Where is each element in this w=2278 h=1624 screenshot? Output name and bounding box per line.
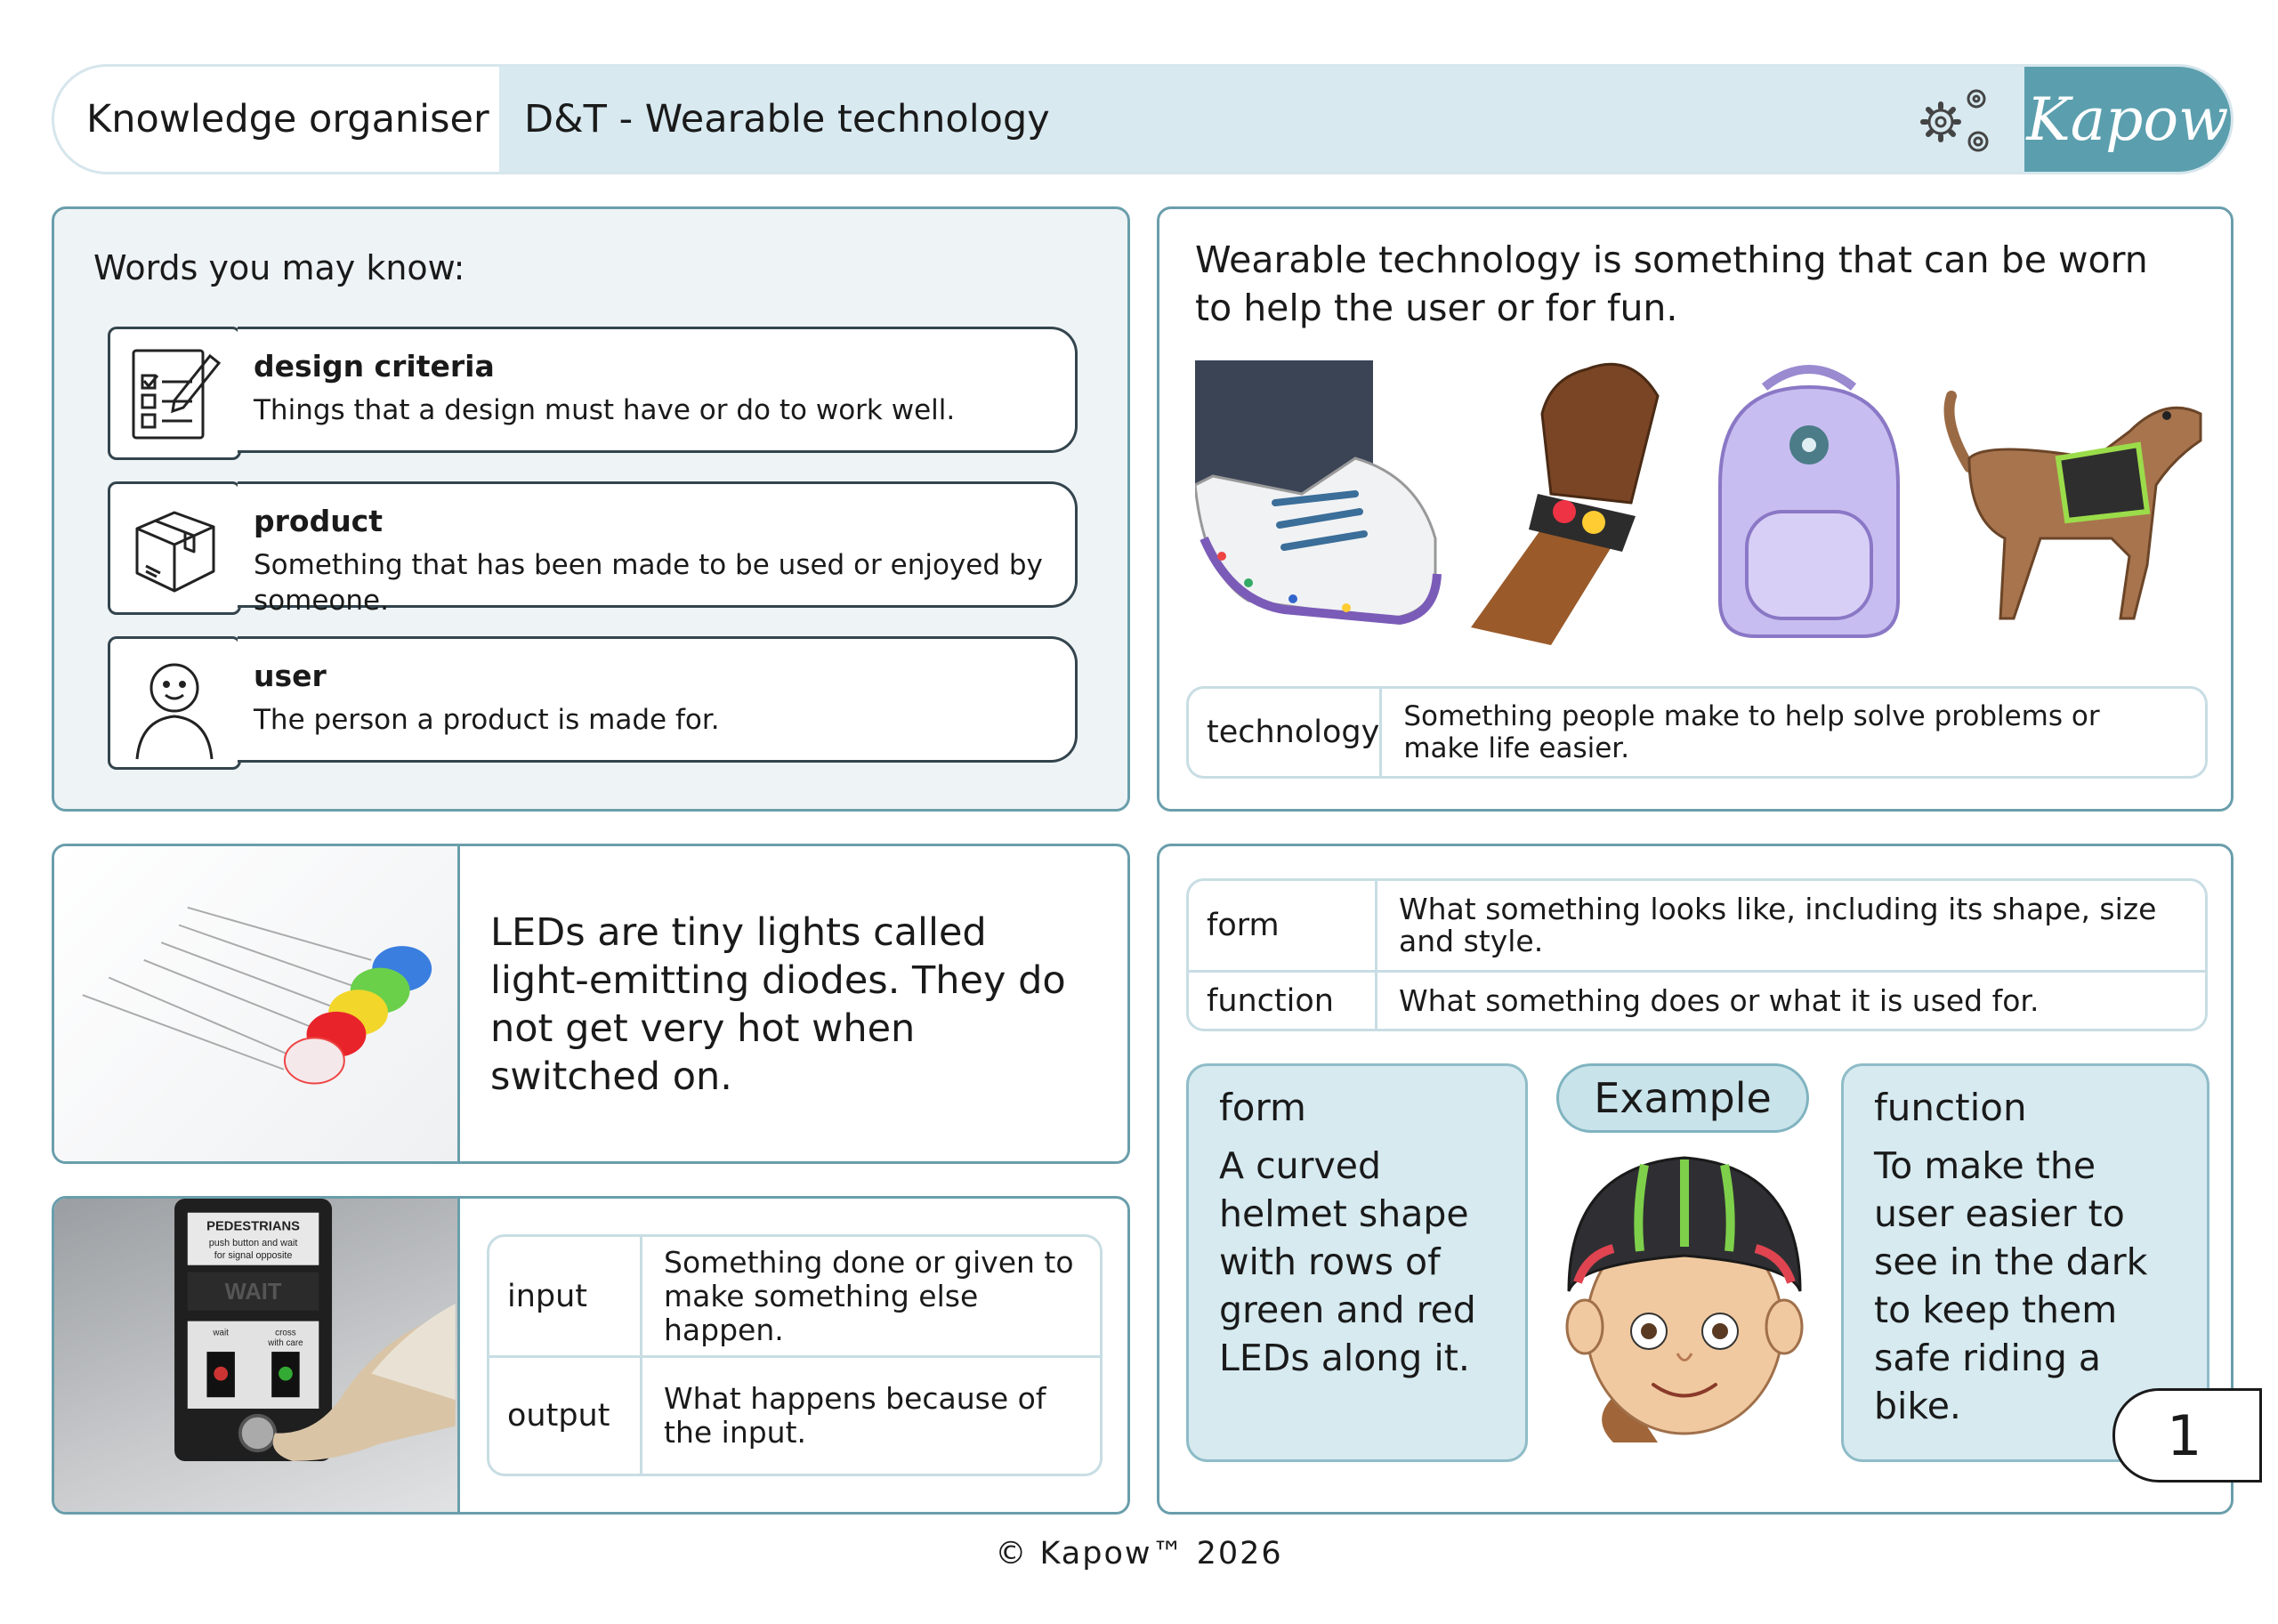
sign-cross-label: cross	[275, 1328, 296, 1338]
table-row	[489, 1355, 1100, 1474]
checklist-icon	[108, 327, 241, 460]
led-description: LEDs are tiny lights called light-emitting diodes. They do not get very hot when switched on.	[490, 910, 1066, 1099]
wait-sign: WAIT	[224, 1280, 282, 1305]
word-definition-box	[238, 481, 1078, 617]
led-photo	[54, 846, 460, 1161]
form-card	[1186, 1063, 1528, 1462]
table-definition: What happens because of the input.	[664, 1381, 1046, 1450]
dog-harness-image	[1934, 360, 2209, 627]
page-title: D&T - Wearable technology	[524, 97, 1050, 141]
light-up-shoe-image	[1195, 360, 1444, 627]
definition-term: technology	[1189, 689, 1382, 776]
form-function-table	[1186, 878, 2208, 1031]
word-definition: Things that a design must have or do to work well.	[254, 394, 956, 426]
pedestrian-button-photo	[54, 1199, 460, 1512]
function-card-text: To make the user easier to see in the dark to keep them safe riding a bike.	[1874, 1144, 2148, 1427]
table-term: output	[489, 1358, 642, 1474]
table-row	[1189, 970, 2205, 1029]
table-term: function	[1189, 973, 1377, 1029]
definition-text: Something people make to help solve problems or make life easier.	[1403, 700, 2100, 764]
technology-definition-row	[1186, 686, 2208, 779]
example-label: Example	[1556, 1063, 1809, 1133]
box-icon	[108, 481, 241, 615]
smart-wristband-image	[1453, 360, 1684, 645]
word-definition-box	[238, 327, 1078, 453]
function-card-title: function	[1874, 1086, 2027, 1129]
sign-care-label: with care	[268, 1338, 303, 1349]
wearable-intro: Wearable technology is something that can be worn to help the user or for fun.	[1195, 238, 2148, 329]
word-definition: The person a product is made for.	[254, 704, 720, 736]
table-row	[1189, 881, 2205, 970]
gears-icon	[1914, 83, 1999, 159]
table-term: input	[489, 1237, 642, 1355]
input-output-table	[487, 1234, 1103, 1476]
header-label: Knowledge organiser	[86, 97, 489, 141]
person-icon	[108, 636, 241, 770]
form-card-text: A curved helmet shape with rows of green and red LEDs along it.	[1219, 1144, 1476, 1379]
led-panel	[52, 844, 1130, 1164]
backpack-image	[1702, 360, 1916, 645]
table-term: form	[1189, 881, 1377, 970]
sign-line-1: push button and wait	[208, 1238, 298, 1249]
sign-wait-label: wait	[213, 1328, 229, 1338]
word-definition: Something that has been made to be used or enjoyed by someone.	[254, 549, 1043, 617]
footer-copyright: © Kapow™ 2026	[995, 1536, 1283, 1571]
words-title: Words you may know:	[93, 248, 465, 287]
word-term: user	[254, 658, 327, 693]
word-definition-box	[238, 636, 1078, 763]
word-item	[108, 481, 1078, 615]
table-definition: What something does or what it is used for.	[1399, 982, 2040, 1018]
kapow-logo: Kapow	[2024, 67, 2231, 172]
sign-heading: PEDESTRIANS	[206, 1219, 300, 1234]
form-function-panel	[1157, 844, 2234, 1515]
words-panel	[52, 206, 1130, 812]
word-term: product	[254, 504, 384, 538]
table-row	[489, 1237, 1100, 1355]
form-card-title: form	[1219, 1086, 1306, 1129]
table-definition: Something done or given to make something else happen.	[664, 1244, 1074, 1347]
word-item	[108, 327, 1078, 460]
header-title-area	[499, 67, 2024, 172]
sign-line-2: for signal opposite	[214, 1249, 293, 1261]
wearable-panel	[1157, 206, 2234, 812]
table-definition: What something looks like, including its shape, size and style.	[1399, 892, 2157, 958]
page-number: 1	[2112, 1388, 2262, 1483]
word-item	[108, 636, 1078, 770]
header-bar	[52, 64, 2234, 174]
child-helmet-image	[1551, 1149, 1818, 1442]
input-output-panel	[52, 1196, 1130, 1515]
word-term: design criteria	[254, 349, 495, 384]
